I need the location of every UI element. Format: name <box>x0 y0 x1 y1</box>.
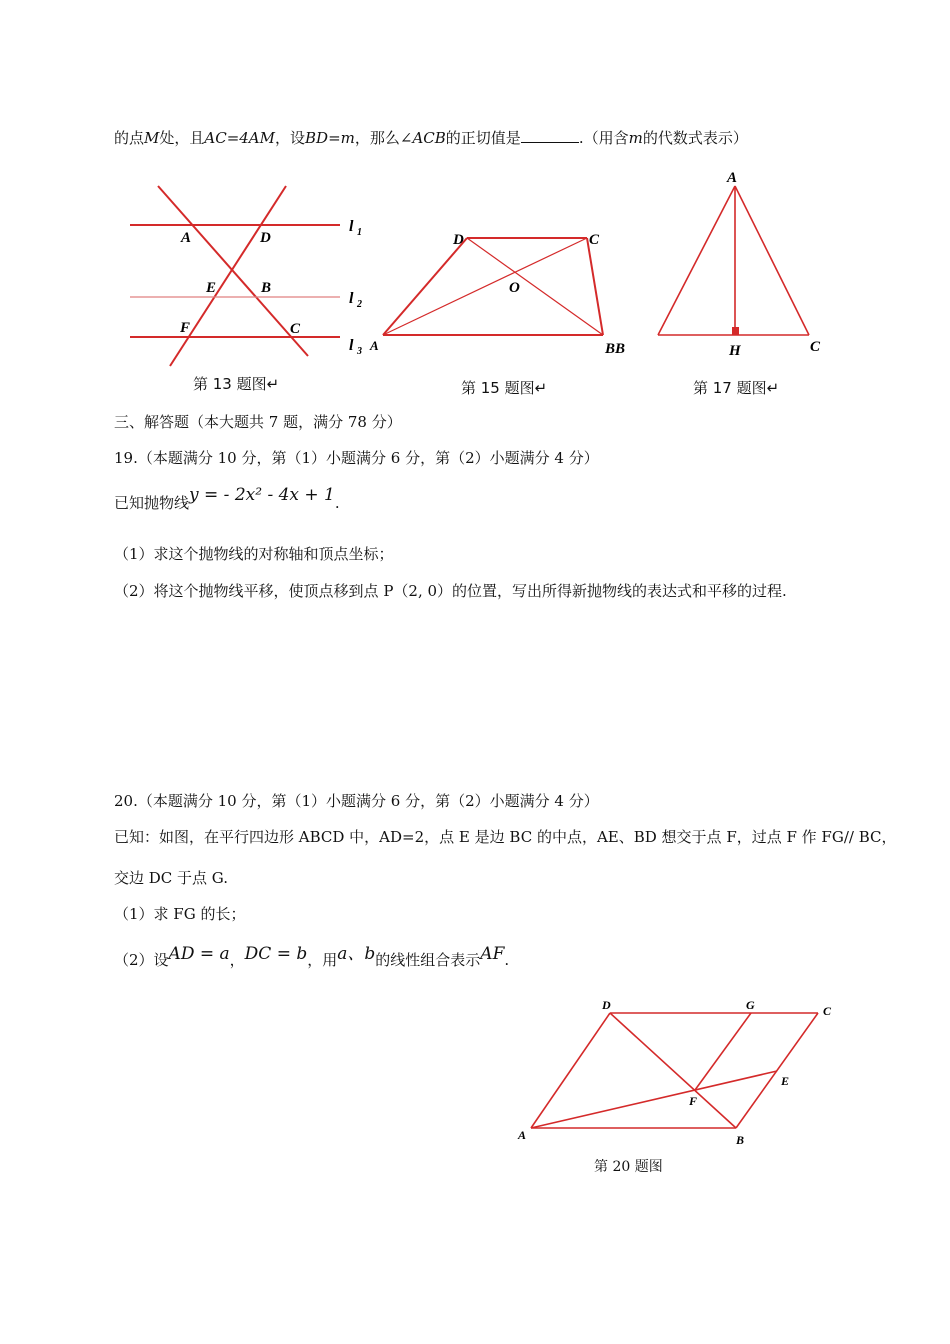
label-c: C <box>589 232 600 248</box>
parabola-formula: y = - 2x² - 4x + 1 <box>189 485 335 505</box>
label-b: B <box>261 280 272 296</box>
text: ，用 <box>307 951 338 969</box>
label-e: E <box>206 280 217 296</box>
expr: AC=4AM <box>204 129 276 147</box>
label-l3-sub: 3 <box>357 346 362 357</box>
vector-dc: DC = b <box>244 944 308 964</box>
label-a: A <box>727 170 738 186</box>
vectors-ab: a、b <box>337 944 376 964</box>
label-l1: l <box>349 218 354 235</box>
answer-blank <box>521 128 579 143</box>
text: .（用含 <box>578 129 629 147</box>
label-c: C <box>290 321 301 337</box>
label-h: H <box>729 343 741 359</box>
given-text: 已知抛物线 <box>114 494 190 512</box>
text: 的点 <box>114 129 145 147</box>
expr: BD=m <box>305 129 355 147</box>
label-d: D <box>453 232 464 248</box>
figure-20 <box>510 995 850 1155</box>
label-f: F <box>689 1094 698 1108</box>
caption-13: 第 13 题图↵ <box>193 375 280 393</box>
q19-header: 19.（本题满分 10 分，第（1）小题满分 6 分，第（2）小题满分 4 分） <box>114 449 599 467</box>
text: 的线性组合表示 <box>375 951 481 969</box>
label-l2: l <box>349 290 354 307</box>
label-g: G <box>746 998 755 1012</box>
figure-13 <box>118 176 378 376</box>
caption-15: 第 15 题图↵ <box>461 379 548 397</box>
period: . <box>504 951 510 969</box>
text: ，那么∠ <box>354 129 413 147</box>
var-m: m <box>628 129 643 147</box>
q20-header: 20.（本题满分 10 分，第（1）小题满分 6 分，第（2）小题满分 4 分） <box>114 792 599 810</box>
figure-17 <box>650 166 830 362</box>
text: 处，且 <box>159 129 205 147</box>
q20-given-2: 交边 DC 于点 G. <box>114 869 229 887</box>
q20-part2 <box>114 944 510 970</box>
label-l2-sub: 2 <box>357 299 362 310</box>
label-e: E <box>781 1074 790 1088</box>
label-b: BB <box>605 341 626 357</box>
vector-af: AF <box>480 944 505 964</box>
label-b: B <box>736 1133 745 1147</box>
caption-20: 第 20 题图 <box>594 1159 663 1175</box>
expr: ACB <box>412 129 446 147</box>
label-a: A <box>181 230 192 246</box>
text: ， <box>229 951 245 969</box>
vector-ad: AD = a <box>168 944 230 964</box>
var-m: M <box>144 129 160 147</box>
q19-given <box>114 485 340 513</box>
label-l1-sub: 1 <box>357 227 362 238</box>
label-f: F <box>180 320 191 336</box>
label-c: C <box>823 1004 832 1018</box>
caption-17: 第 17 题图↵ <box>693 379 780 397</box>
text: ，设 <box>275 129 306 147</box>
label-l3: l <box>349 337 354 354</box>
q20-given-1: 已知：如图，在平行四边形 ABCD 中，AD=2，点 E 是边 BC 的中点，AE、BD 想交于点 F，过点 F 作 FG// BC， <box>114 828 897 846</box>
label-o: O <box>509 280 520 296</box>
label-a: A <box>370 338 379 353</box>
label-c: C <box>810 339 821 355</box>
period: . <box>334 494 340 512</box>
q20-part1: （1）求 FG 的长； <box>114 905 246 923</box>
label-a: A <box>518 1128 527 1142</box>
q19-part2: （2）将这个抛物线平移，使顶点移到点 P（2, 0）的位置，写出所得新抛物线的表达式和平移的过程. <box>114 582 787 600</box>
label-d: D <box>260 230 271 246</box>
section-heading: 三、解答题（本大题共 7 题，满分 78 分） <box>114 413 402 431</box>
figure-15 <box>365 222 635 362</box>
text: 的正切值是 <box>445 129 521 147</box>
text: （2）设 <box>114 951 169 969</box>
intro-line <box>114 128 748 148</box>
label-d: D <box>602 998 611 1012</box>
text: 的代数式表示） <box>642 129 748 147</box>
q19-part1: （1）求这个抛物线的对称轴和顶点坐标； <box>114 545 394 563</box>
